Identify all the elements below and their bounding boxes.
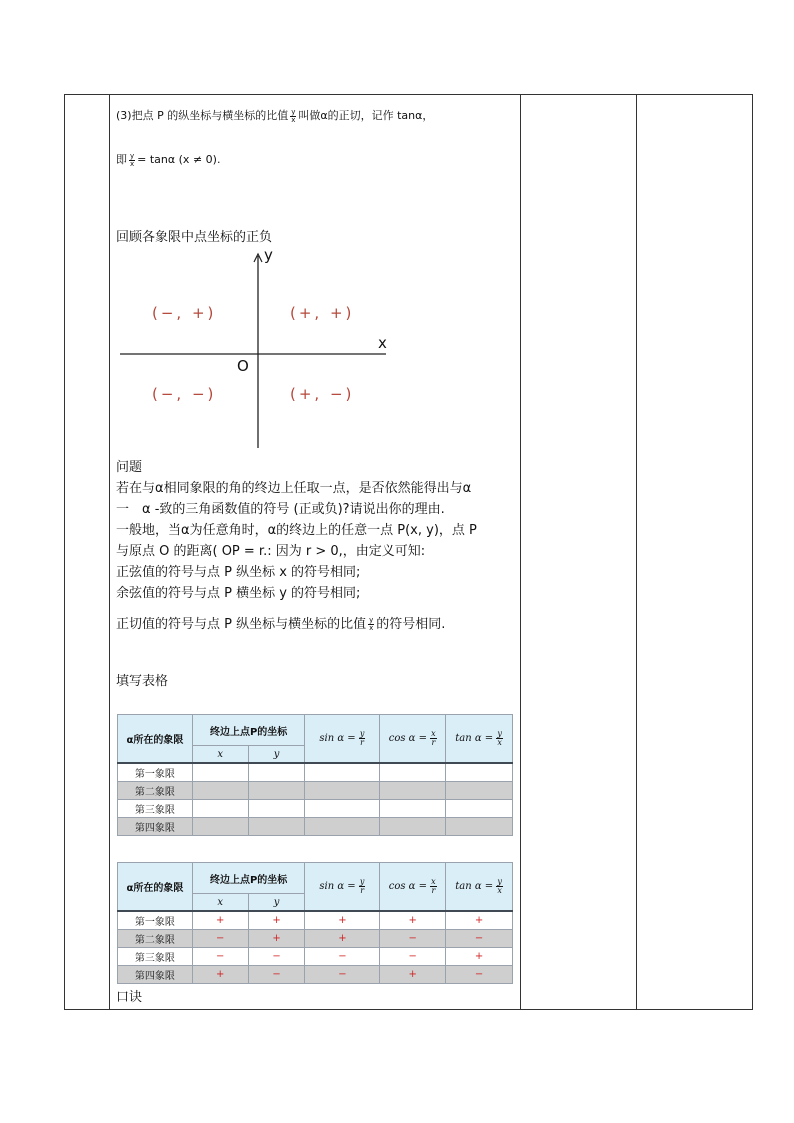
explanation-line: 一般地，当α为任意角时，α的终边上的任意一点 P(x, y)，点 P: [116, 523, 477, 538]
table-row: [118, 966, 513, 984]
table-cell[interactable]: [380, 818, 446, 836]
fraction-numerator: x: [431, 877, 436, 886]
sign-cell: −: [248, 948, 305, 966]
header-tan: [446, 715, 513, 764]
fraction: [290, 109, 296, 124]
fraction-denominator: r: [360, 886, 365, 895]
tan-label: tan α =: [455, 881, 494, 892]
table-cell[interactable]: [380, 782, 446, 800]
mnemonic-heading: 口诀: [116, 990, 143, 1005]
tangent-formula-line: [116, 152, 220, 168]
fraction-numerator: y: [291, 107, 296, 116]
row-label: 第四象限: [118, 966, 193, 984]
sign-cell: −: [380, 948, 446, 966]
fraction: [496, 878, 503, 895]
sign-table-empty: [117, 714, 513, 836]
table-cell[interactable]: [248, 800, 305, 818]
table-cell[interactable]: [446, 800, 513, 818]
fraction-denominator: x: [369, 624, 374, 632]
quadrant-2-sign: (−, +): [152, 304, 217, 322]
column-divider: [520, 94, 521, 1010]
table-row: [118, 782, 513, 800]
quadrant-3-sign: (−, −): [152, 385, 217, 403]
text: = tanα (x ≠ 0).: [137, 153, 221, 166]
table-cell[interactable]: [446, 818, 513, 836]
axes-svg: [116, 252, 406, 448]
sign-cell: −: [248, 966, 305, 984]
table-cell[interactable]: [305, 782, 380, 800]
header-x: x: [192, 894, 248, 912]
quadrant-4-sign: (+, −): [290, 385, 355, 403]
header-y: y: [248, 894, 305, 912]
tangent-sign-rule: [116, 617, 445, 633]
problem-heading: 问题: [116, 460, 143, 475]
sign-cell: +: [380, 911, 446, 930]
header-sin: [305, 863, 380, 912]
fraction: [496, 730, 503, 747]
table-cell[interactable]: [305, 763, 380, 782]
sign-cell: −: [446, 966, 513, 984]
fraction: [359, 878, 366, 895]
tangent-definition-line: [116, 108, 433, 124]
sign-cell: +: [192, 966, 248, 984]
x-axis-label: x: [378, 334, 387, 352]
sign-cell: +: [248, 930, 305, 948]
row-label: 第三象限: [118, 948, 193, 966]
sign-cell: −: [192, 930, 248, 948]
text: 正切值的符号与点 P 纵坐标与横坐标的比值: [116, 617, 367, 632]
cosine-sign-rule: 余弦值的符号与点 P 横坐标 y 的符号相同;: [116, 586, 361, 601]
text: (3)把点 P 的纵坐标与横坐标的比值: [116, 109, 289, 122]
cos-label: cos α =: [388, 733, 427, 744]
sign-cell: +: [305, 930, 380, 948]
header-x: x: [192, 746, 248, 764]
table-row: [118, 763, 513, 782]
sin-label: sin α =: [319, 881, 356, 892]
table-row: [118, 948, 513, 966]
sign-cell: +: [192, 911, 248, 930]
fraction-numerator: y: [497, 877, 502, 886]
sign-cell: +: [446, 911, 513, 930]
text: 叫做α的正切，记作 tanα，: [298, 109, 434, 122]
fraction-denominator: x: [497, 886, 502, 895]
sin-label: sin α =: [319, 733, 356, 744]
sign-cell: +: [380, 966, 446, 984]
text: 的符号相同.: [376, 617, 446, 632]
fraction-numerator: x: [431, 729, 436, 738]
table-cell[interactable]: [248, 782, 305, 800]
sign-cell: +: [305, 911, 380, 930]
fraction: [129, 153, 135, 168]
row-label: 第三象限: [118, 800, 193, 818]
fraction-denominator: r: [360, 738, 364, 747]
coordinate-diagram: [116, 246, 406, 448]
fraction-denominator: x: [291, 115, 296, 124]
sign-cell: −: [446, 930, 513, 948]
table-cell[interactable]: [380, 763, 446, 782]
fraction-numerator: y: [130, 151, 135, 160]
cos-label: cos α =: [388, 881, 427, 892]
column-divider: [109, 94, 110, 1010]
y-axis-label: y: [264, 246, 273, 264]
sign-cell: −: [380, 930, 446, 948]
fraction: [368, 617, 374, 632]
header-tan: [446, 863, 513, 912]
fraction: [430, 878, 437, 895]
fraction: [430, 730, 437, 747]
table-cell[interactable]: [248, 818, 305, 836]
header-quadrant: α所在的象限: [118, 715, 193, 764]
table-row: [118, 911, 513, 930]
table-cell[interactable]: [192, 782, 248, 800]
row-label: 第二象限: [118, 930, 193, 948]
fraction-numerator: y: [359, 877, 365, 886]
fraction-denominator: r: [431, 738, 436, 747]
table-cell[interactable]: [446, 763, 513, 782]
column-divider: [636, 94, 637, 1010]
table-cell[interactable]: [380, 800, 446, 818]
tan-label: tan α =: [455, 733, 494, 744]
table-cell[interactable]: [192, 800, 248, 818]
table-cell[interactable]: [305, 818, 380, 836]
sign-table-filled: [117, 862, 513, 984]
sign-cell: −: [305, 966, 380, 984]
table-cell[interactable]: [446, 782, 513, 800]
quadrant-1-sign: (+, +): [290, 304, 355, 322]
row-label: 第一象限: [118, 911, 193, 930]
sign-cell: −: [305, 948, 380, 966]
fraction-numerator: y: [497, 729, 502, 738]
sign-cell: +: [248, 911, 305, 930]
header-sin: [305, 715, 380, 764]
row-label: 第二象限: [118, 782, 193, 800]
header-point-coords: 终边上点P的坐标: [192, 863, 305, 894]
row-label: 第一象限: [118, 763, 193, 782]
table-row: [118, 930, 513, 948]
sign-cell: −: [192, 948, 248, 966]
explanation-line: 与原点 O 的距离( OP = r.: 因为 r > 0,，由定义可知:: [116, 544, 426, 559]
header-point-coords: 终边上点P的坐标: [192, 715, 305, 746]
table-cell[interactable]: [192, 763, 248, 782]
fraction-numerator: y: [359, 729, 365, 738]
fraction-denominator: r: [431, 886, 436, 895]
fraction: [359, 730, 366, 747]
table-cell[interactable]: [305, 800, 380, 818]
header-cos: [380, 863, 446, 912]
header-cos: [380, 715, 446, 764]
header-y: y: [248, 746, 305, 764]
origin-label: O: [237, 357, 249, 375]
fraction-denominator: x: [497, 738, 502, 747]
question-line: 一 α -致的三角函数值的符号 (正或负)?请说出你的理由.: [116, 502, 445, 517]
sign-cell: +: [446, 948, 513, 966]
row-label: 第四象限: [118, 818, 193, 836]
table-cell[interactable]: [248, 763, 305, 782]
sine-sign-rule: 正弦值的符号与点 P 纵坐标 x 的符号相同;: [116, 565, 361, 580]
text: 即: [116, 153, 127, 166]
table-row: [118, 818, 513, 836]
table-cell[interactable]: [192, 818, 248, 836]
fill-table-heading: 填写表格: [116, 674, 169, 689]
fraction-numerator: y: [369, 616, 374, 624]
question-line: 若在与α相同象限的角的终边上任取一点，是否依然能得出与α: [116, 481, 472, 496]
table-row: [118, 800, 513, 818]
review-heading: 回顾各象限中点坐标的正负: [116, 230, 273, 245]
header-quadrant: α所在的象限: [118, 863, 193, 912]
fraction-denominator: x: [130, 159, 135, 168]
